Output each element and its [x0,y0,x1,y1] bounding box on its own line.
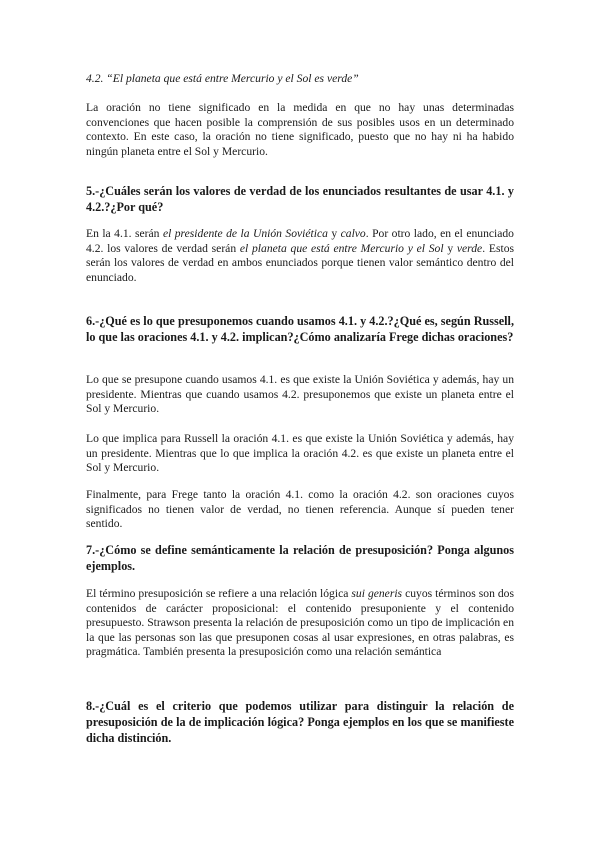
answer-7-paragraph: El término presuposición se refiere a una relación lógica sui generis cuyos términos son dos contenidos de carácter proposicional: el contenido presuponiente y el contenido presupuesto. Strawson presenta la relación de presuposición como un tipo de implicación en la que las personas son las que presuponen cosas al usar expresiones, en otras palabras, es pragmática. También presenta la presuposición como una relación semántica [86,587,514,659]
answer-6-paragraph-1: Lo que se presupone cuando usamos 4.1. es que existe la Unión Soviética y además, hay un presidente. Mientras que cuando usamos 4.2. presuponemos que existe un planeta entre el Sol y Mercurio. [86,373,514,416]
question-6-heading: 6.-¿Qué es lo que presuponemos cuando usamos 4.1. y 4.2.?¿Qué es, según Russell, lo que las oraciones 4.1. y 4.2. implican?¿Cómo analizaría Frege dichas oraciones? [86,314,514,344]
example-4-2-line: 4.2. “El planeta que está entre Mercurio y el Sol es verde” [86,72,359,85]
question-8-heading: 8.-¿Cuál es el criterio que podemos utilizar para distinguir la relación de presuposición de la de implicación lógica? Ponga ejemplos en los que se manifieste dicha distinción. [86,699,514,745]
question-5-heading: 5.-¿Cuáles serán los valores de verdad de los enunciados resultantes de usar 4.1. y 4.2.?¿Por qué? [86,184,514,214]
answer-6-paragraph-2: Lo que implica para Russell la oración 4.1. es que existe la Unión Soviética y además, hay un presidente. Mientras que lo que implica la oración 4.2. es que existe un planeta entre el Sol y Mercurio. [86,432,514,475]
question-7-heading: 7.-¿Cómo se define semánticamente la relación de presuposición? Ponga algunos ejemplos. [86,543,514,573]
answer-5-paragraph: En la 4.1. serán el presidente de la Unión Soviética y calvo. Por otro lado, en el enunciado 4.2. los valores de verdad serán el planeta que está entre Mercurio y el Sol y verde. Estos serán los valores de verdad en ambos enunciados porque tienen valor semántico dentro del enunciado. [86,227,514,284]
answer-4-2-paragraph: La oración no tiene significado en la medida en que no hay unas determinadas convenciones que hacen posible la comprensión de sus posibles usos en un determinado contexto. En este caso, la oración no tiene significado, puesto que no hay ni ha habido ningún planeta entre el Sol y Mercurio. [86,101,514,158]
answer-6-paragraph-3: Finalmente, para Frege tanto la oración 4.1. como la oración 4.2. son oraciones cuyos significados no tienen valor de verdad, no tienen referencia. Aunque sí pueden tener sentido. [86,488,514,531]
